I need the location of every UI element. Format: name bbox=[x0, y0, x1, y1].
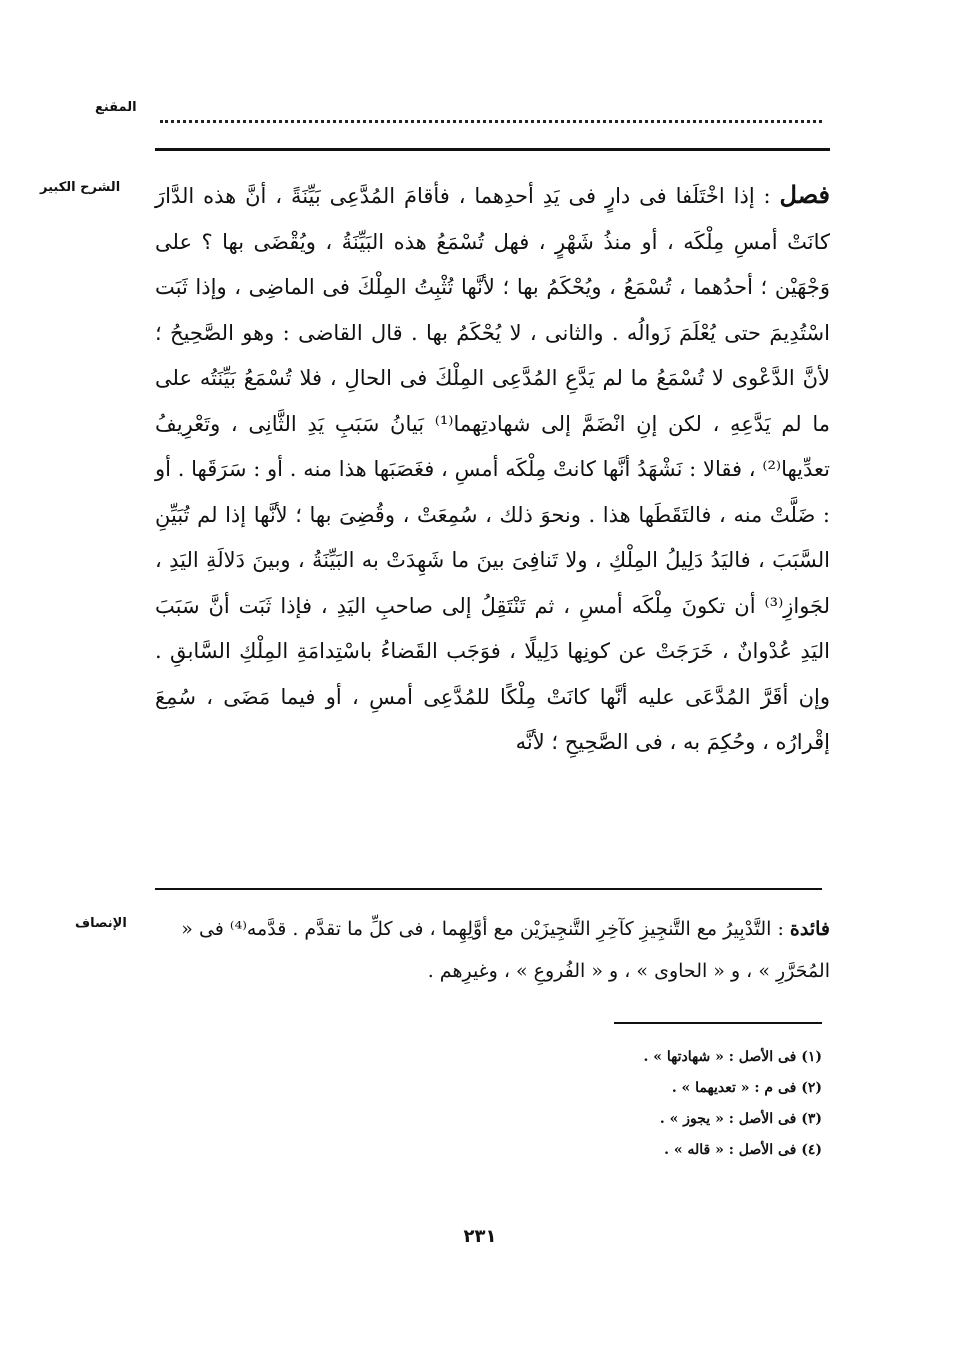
footnote-1: (١) فى الأصل : « شهادتها » . bbox=[643, 1049, 822, 1065]
page-number: ٢٣١ bbox=[463, 1226, 497, 1247]
header-dotted-leader bbox=[160, 110, 822, 123]
insaf-text bbox=[155, 908, 830, 992]
header-rule bbox=[155, 148, 830, 151]
main-lead-word: فصل bbox=[779, 180, 830, 209]
main-commentary-text bbox=[155, 172, 830, 766]
insaf-body: : التَّدْبِيرُ مع التَّنجِيزِ كآخِرِ التَّنجِيزَيْن مع أوَّلِهِما ، فى كلِّ ما تقدَّم . قدَّمه⁽⁴⁾ فى « المُحَرَّرِ » ، و « الحاوى » ، و « الفُروعِ » ، وغيرِهم . bbox=[181, 918, 830, 982]
footnotes bbox=[420, 1042, 822, 1166]
footnote-2: (٢) فى م : « تعديهما » . bbox=[671, 1080, 822, 1096]
footnote-rule bbox=[614, 1022, 822, 1024]
footnote-3: (٣) فى الأصل : « يجوز » . bbox=[659, 1111, 822, 1127]
running-title: المقنع bbox=[95, 100, 137, 115]
main-body: : إذا اخْتَلَفا فى دارٍ فى يَدِ أحدِهما ، فأقامَ المُدَّعِى بَيِّنَةً ، أنَّ هذه الدَّارَ كانَتْ أمسِ مِلْكَه ، أو منذُ شَهْرٍ ، فهل تُسْمَعُ هذه البَيِّنَةُ ، ويُقْضَى بها ؟ على وَجْهَيْن ؛ أحدُهما ، تُسْمَعُ ، ويُحْكَمُ بها ؛ لأنَّها تُثْبِتُ المِلْكَ فى الماضِى ، وإذا ثَبَت اسْتُدِيمَ حتى يُعْلَمَ زَوالُه . والثانى ، لا يُحْكَمُ بها . قال القاضى : وهو الصَّحِيحُ ؛ لأنَّ الدَّعْوى لا تُسْمَعُ ما لم يَدَّعِ المُدَّعِى المِلْكَ فى الحالِ ، فلا تُسْمَعُ بَيِّنَتُه على ما لم يَدَّعِهِ ، لكن إنِ انْضَمَّ إلى شهادتِهما⁽¹⁾ بَيانُ سَبَبِ يَدِ الثَّانِى ، وتَعْرِيفُ تعدِّيها⁽²⁾ ، فقالا : نَشْهَدُ أنَّها كانتْ مِلْكَه أمسِ ، فغَصَبَها هذا منه . أو : سَرَقَها . أو : ضَلَّتْ منه ، فالتَقَطَها هذا . ونحوَ ذلك ، سُمِعَتْ ، وقُضِىَ بها ؛ لأنَّها إذا لم تُبَيِّنِ السَّبَبَ ، فاليَدُ دَلِيلُ المِلْكِ ، ولا تَنافِىَ بينَ ما شَهِدَتْ به البَيِّنَةُ ، وبينَ دَلالَةِ اليَدِ ، لجَوازِ⁽³⁾ أن تكونَ مِلْكَه أمسِ ، ثم تَنْتَقِلُ إلى صاحبِ اليَدِ ، فإذا ثَبَت أنَّ سَبَبَ اليَدِ عُدْوانٌ ، خَرَجَتْ عن كونِها دَلِيلًا ، فوَجَب القَضاءُ باسْتِدامَةِ المِلْكِ السَّابقِ . وإن أقَرَّ المُدَّعَى عليه أنَّها كانَتْ مِلْكًا للمُدَّعِى أمسِ ، أو فيما مَضَى ، سُمِعَ إقْرارُه ، وحُكِمَ به ، فى الصَّحِيحِ ؛ لأنَّه bbox=[155, 184, 831, 754]
insaf-lead-word: فائدة bbox=[789, 918, 830, 940]
section-label-sharh: الشرح الكبير bbox=[40, 180, 121, 195]
footnote-4: (٤) فى الأصل : « قاله » . bbox=[664, 1142, 822, 1158]
section-separator bbox=[155, 888, 822, 890]
section-label-insaf: الإنصاف bbox=[75, 916, 127, 931]
